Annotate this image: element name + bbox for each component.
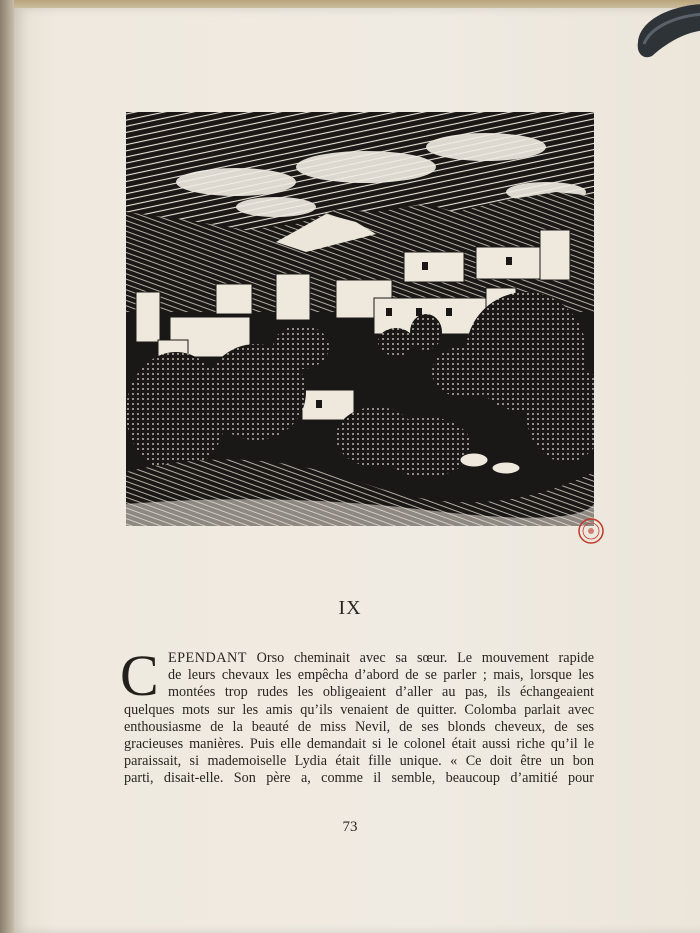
text-line: gracieuses manières. Puis elle demandait si le colonel était aussi riche qu’il le <box>124 736 594 753</box>
text-line: paraissait, si mademoiselle Lydia était fille unique. « Ce doit être un bon <box>124 753 594 770</box>
text-line: quelques mots sur les amis qu’ils venaient de quitter. Colomba parlait avec <box>124 701 594 718</box>
first-line-text: Orso cheminait avec sa sœur. Le mouvement rapide <box>246 650 594 666</box>
page-number: 73 <box>342 819 358 835</box>
chapter-heading: IX <box>338 597 362 619</box>
drop-cap: C <box>120 643 159 708</box>
book-gutter <box>0 0 14 933</box>
text-line: parti, disait-elle. Son père a, comme il semble, beaucoup d’amitié pour <box>124 770 594 787</box>
text-line <box>124 650 594 667</box>
text-line: de leurs chevaux les empêcha d’abord de se parler ; mais, lorsque les <box>168 667 594 684</box>
text-line: montées trop rudes les obligeaient d’aller au pas, ils échangeaient <box>168 684 594 701</box>
body-text <box>120 643 594 788</box>
text-line: enthousiasme de la beauté de miss Nevil, de ses blonds cheveux, de ses <box>124 718 594 735</box>
woodcut-illustration <box>126 112 594 526</box>
opening-word: EPENDANT <box>168 650 247 666</box>
page-clip <box>630 0 700 62</box>
library-stamp <box>576 516 606 546</box>
